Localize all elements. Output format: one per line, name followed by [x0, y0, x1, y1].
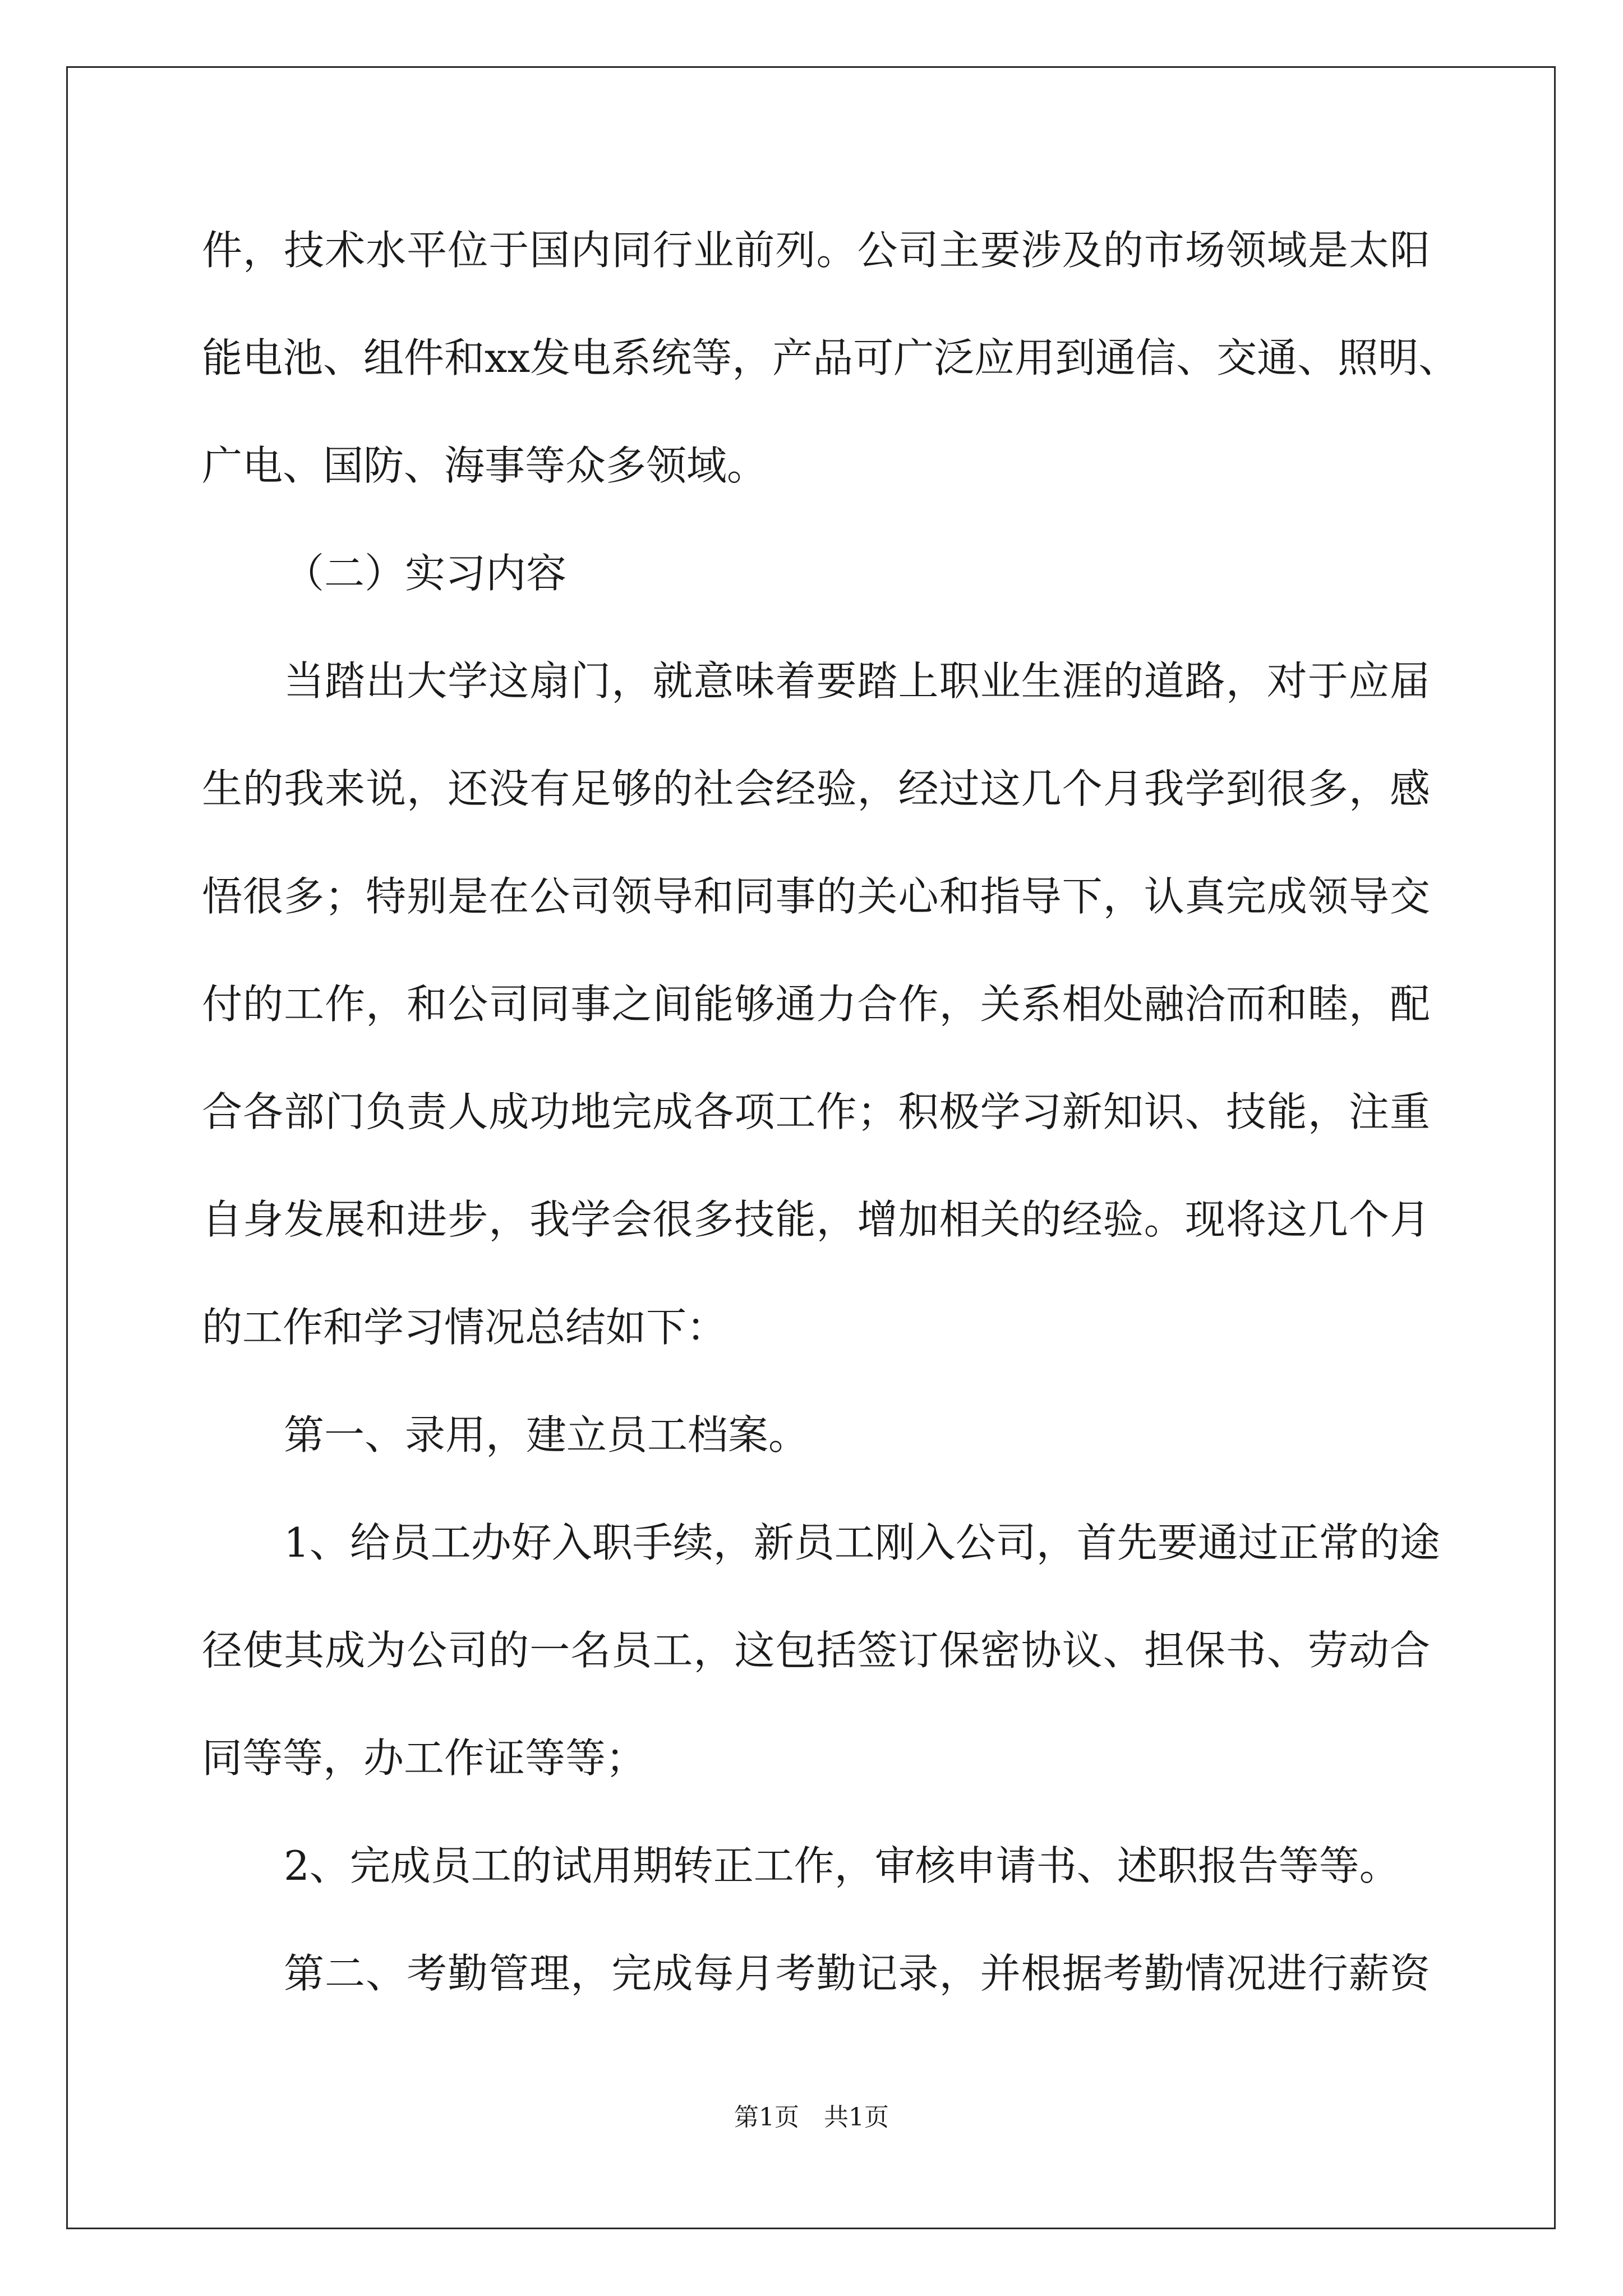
- text-line: 第二、考勤管理，完成每月考勤记录，并根据考勤情况进行薪资: [284, 1950, 1430, 1997]
- text-line: 的工作和学习情况总结如下：: [202, 1304, 727, 1351]
- text-line: 能电池、组件和xx发电系统等，产品可广泛应用到通信、交通、照明、: [202, 334, 1459, 381]
- text-line: 当踏出大学这扇门，就意味着要踏上职业生涯的道路，对于应届: [284, 657, 1430, 705]
- text-line: 件，技术水平位于国内同行业前列。公司主要涉及的市场领域是太阳: [202, 227, 1430, 274]
- section-heading: （二）实习内容: [284, 550, 567, 597]
- text-line: 广电、国防、海事等众多领域。: [202, 442, 768, 489]
- text-line: 自身发展和进步，我学会很多技能，增加相关的经验。现将这几个月: [202, 1196, 1430, 1243]
- text-line: 1、给员工办好入职手续，新员工刚入公司，首先要通过正常的途: [284, 1519, 1440, 1566]
- text-line: 付的工作，和公司同事之间能够通力合作，关系相处融洽而和睦，配: [202, 981, 1430, 1028]
- page-border: [66, 66, 1556, 2229]
- text-line: 生的我来说，还没有足够的社会经验，经过这几个月我学到很多，感: [202, 765, 1430, 812]
- page-number-footer: 第1页 共1页: [734, 2103, 889, 2132]
- text-line: 同等等，办工作证等等；: [202, 1734, 647, 1782]
- text-line: 悟很多；特别是在公司领导和同事的关心和指导下，认真完成领导交: [202, 873, 1430, 920]
- text-line: 合各部门负责人成功地完成各项工作；积极学习新知识、技能，注重: [202, 1088, 1430, 1135]
- text-line: 2、完成员工的试用期转正工作，审核申请书、述职报告等等。: [284, 1842, 1400, 1889]
- text-line: 第一、录用，建立员工档案。: [284, 1411, 809, 1458]
- text-line: 径使其成为公司的一名员工，这包括签订保密协议、担保书、劳动合: [202, 1627, 1430, 1674]
